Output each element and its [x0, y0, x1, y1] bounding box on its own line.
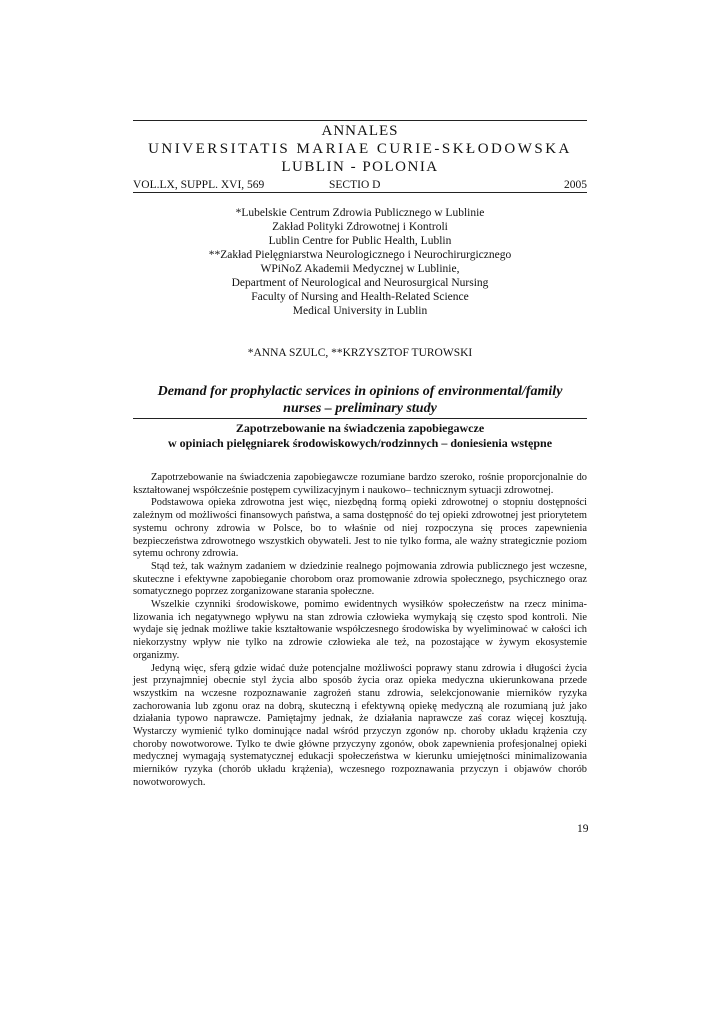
affiliation-line: Faculty of Nursing and Health-Related Science	[251, 291, 469, 303]
affiliation-line: Department of Neurological and Neurosurgical Nursing	[231, 277, 489, 289]
body-paragraph: Wszelkie czynniki środowiskowe, pomimo ewidentnych wysiłków społeczeństw na rzecz minimalizowania ich negatywnego wpływu na stan zdrowia człowieka wymykają się często spod kontroli. Nie wydaje się jednak możliwe takie kształtowanie współczesnego środowiska by wyeliminować w całości ich niekorzystny wpływ nie tylko na zdrowie człowieka ale też, na pozostające w żywym ekosystemie organizmy.	[133, 599, 587, 661]
title-english	[133, 383, 587, 417]
title-polish	[133, 421, 587, 450]
affiliation-line: Lublin Centre for Public Health, Lublin	[268, 235, 452, 247]
body-paragraph: Zapotrzebowanie na świadczenia zapobiegawcze rozumiane bardzo szeroko, rośnie proporcjonalnie do kształtowanej współcześnie postępem cywilizacyjnym i naukowo– technicznym sytuacji zdrowotnej.	[133, 472, 587, 496]
title-divider-rule	[133, 418, 587, 419]
header-bottom-rule	[133, 192, 587, 193]
title-polish-line2: w opiniach pielęgniarek środowiskowych/rodzinnych – doniesienia wstępne	[167, 435, 553, 450]
journal-name-line3: LUBLIN - POLONIA	[281, 159, 439, 175]
journal-name-line1: ANNALES	[321, 123, 399, 139]
affiliation-line: Medical University in Lublin	[292, 305, 428, 317]
body-text	[133, 472, 587, 790]
body-paragraph: Podstawowa opieka zdrowotna jest więc, niezbędną formą opieki zdrowotnej o stopniu dostępności zależnym od możliwości finansowych państwa, a sama dostępność do tej opieki zdrowotnej jest priorytetem systemu ochrony zdrowia w Polsce, bo to właśnie od niej rozpoczyna się proces zapewnienia bezpieczeństwa zdrowotnego wszystkich obywateli. Jest to nie tylko forma, ale ważny strategicznie poziom sytemu ochrony zdrowia.	[133, 497, 587, 560]
section-info: SECTIO D	[329, 179, 381, 191]
affiliation-line: *Lubelskie Centrum Zdrowia Publicznego w Lublinie	[235, 207, 485, 219]
authors: *ANNA SZULC, **KRZYSZTOF TUROWSKI	[247, 347, 473, 359]
title-english-line2: nurses – preliminary study	[283, 401, 437, 416]
journal-name-line2: UNIVERSITATIS MARIAE CURIE-SKŁODOWSKA	[148, 141, 572, 157]
body-paragraph: Jedyną więc, sferą gdzie widać duże potencjalne możliwości poprawy stanu zdrowia i długości życia jest przynajmniej obecnie styl życia albo sposób życia oraz opieka medyczna ukierunkowana przede wszystkim na wczesne rozpoznawanie zagrożeń stanu zdrowia, selekcjonowanie mierników ryzyka zachorowania lub zgonu oraz na dobrą, skuteczną i efektywną opiekę medyczną ale rozumianą już jako działania typowo naprawcze. Pamiętajmy jednak, że działania naprawcze zaś coraz więcej kosztują. Wystarczy wymienić tylko dominujące nadal wśród przyczyn zgonów np. choroby układu krążenia czy choroby nowotworowe. Tylko te dwie główne przyczyny zgonów, obok zapewnienia profesjonalnej opieki medycznej wymagają systematycznej edukacji społeczeństwa w kierunku umiejętności minimalizowania mierników ryzyka (chorób układu krążenia), wczesnego rozpoznawania przyczyn i objawów chorób nowotworowych.	[133, 662, 587, 788]
title-polish-line1: Zapotrzebowanie na świadczenia zapobiegawcze	[235, 421, 485, 435]
header-top-rule	[133, 120, 587, 121]
affiliation-line: **Zakład Pielęgniarstwa Neurologicznego i Neurochirurgicznego	[208, 249, 512, 261]
body-paragraph: Stąd też, tak ważnym zadaniem w dziedzinie realnego pojmowania zdrowia publicznego jest wczesne, skuteczne i efektywne zapobieganie chorobom oraz promowanie zdrowia społecznego, psychicznego oraz somatycznego poprzez zorganizowane starania społeczne.	[133, 560, 587, 598]
year-info: 2005	[564, 179, 587, 191]
page-number: 19	[577, 823, 589, 835]
title-english-line1: Demand for prophylactic services in opinions of environmental/family	[157, 384, 563, 399]
affiliations	[133, 206, 587, 318]
affiliation-line: Zakład Polityki Zdrowotnej i Kontroli	[272, 221, 448, 233]
volume-info: VOL.LX, SUPPL. XVI, 569	[133, 179, 265, 191]
affiliation-line: WPiNoZ Akademii Medycznej w Lublinie,	[260, 263, 460, 275]
